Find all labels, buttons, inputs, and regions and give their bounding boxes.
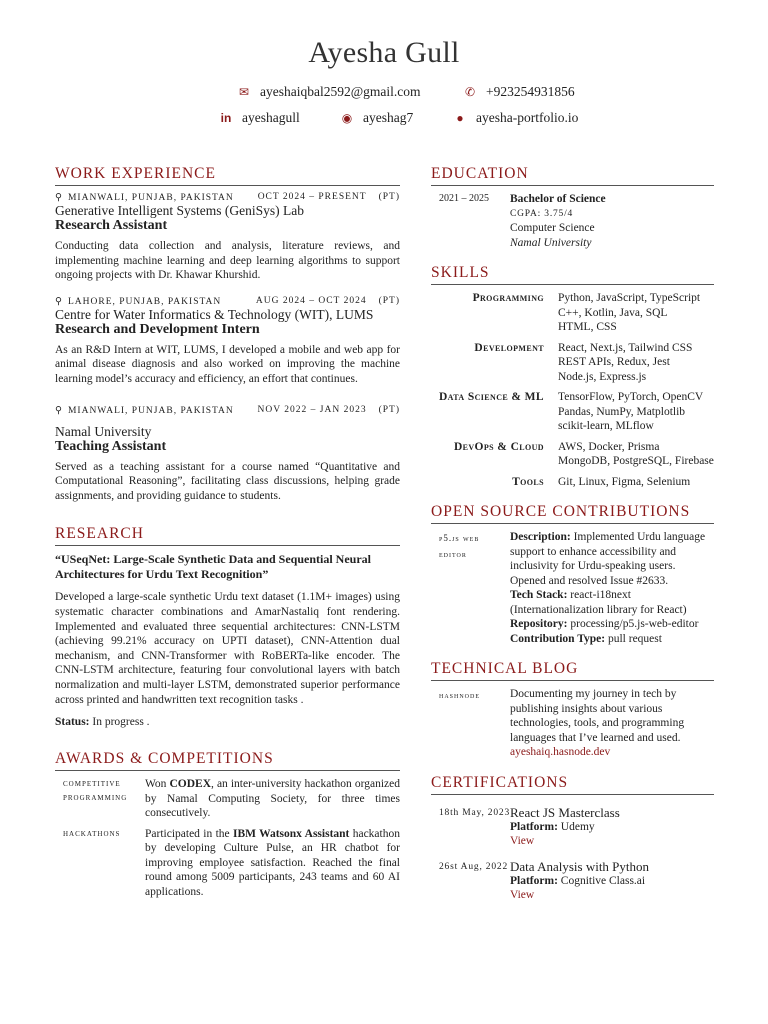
type-text: pull request xyxy=(605,632,662,645)
job-desc: Served as a teaching assistant for a course named “Quantitative and Computational Reasoning”, facilitating class discussions, helping grade assignments, and providing guidance to students. xyxy=(55,460,400,502)
candidate-name: Ayesha Gull xyxy=(308,36,460,69)
education-school: Namal University xyxy=(510,236,592,249)
job-location: MIANWALI, PUNJAB, PAKISTAN xyxy=(67,193,234,203)
education-entry xyxy=(431,192,714,250)
job-dates: OCT 2024 – PRESENT xyxy=(257,192,367,202)
skill-category: Development xyxy=(474,341,544,354)
location-pin-icon: ⚲ xyxy=(55,405,63,416)
job-location: MIANWALI, PUNJAB, PAKISTAN xyxy=(67,405,234,416)
cert-platform xyxy=(510,820,714,835)
job-dates: AUG 2024 – OCT 2024 xyxy=(255,295,367,306)
job-meta xyxy=(55,296,400,307)
skill-values xyxy=(558,390,714,434)
phone-text[interactable]: +923254931856 xyxy=(486,84,575,99)
education-dates: 2021 – 2025 xyxy=(439,193,489,204)
skill-line: AWS, Docker, Prisma xyxy=(558,440,660,453)
job-entry xyxy=(55,296,400,387)
linkedin-icon: in xyxy=(220,111,232,125)
globe-icon: ● xyxy=(456,110,464,125)
job-org: Centre for Water Informatics & Technology (WIT), LUMS xyxy=(55,306,374,322)
skill-category: Tools xyxy=(512,475,544,488)
email-text[interactable]: ayeshaiqbal2592@gmail.com xyxy=(260,84,421,99)
job-dates: NOV 2022 – JAN 2023 xyxy=(257,404,367,415)
section-title-opensource: OPEN SOURCE CONTRIBUTIONS xyxy=(431,503,714,524)
opensource-repo xyxy=(510,617,714,632)
section-title-work: WORK EXPERIENCE xyxy=(55,165,400,186)
blog-label: hashnode xyxy=(439,690,480,700)
cert-entry xyxy=(431,859,714,903)
skill-row xyxy=(431,475,714,490)
award-text: Participated in the xyxy=(145,827,233,840)
job-meta xyxy=(55,192,400,203)
phone-icon: ✆ xyxy=(464,84,476,99)
left-column xyxy=(55,165,400,905)
job-desc: Conducting data collection and analysis, literature reviews, and implementing machine learning and deep learning algorithms to support ongoing projects with Dr. Khawar Khurshid. xyxy=(55,240,400,282)
github-text[interactable]: ayeshag7 xyxy=(363,110,414,125)
skill-values xyxy=(558,341,714,385)
section-title-skills: SKILLS xyxy=(431,264,714,285)
platform-label: Platform: xyxy=(510,874,558,887)
skill-line: TensorFlow, PyTorch, OpenCV xyxy=(558,391,704,403)
status-value: In progress . xyxy=(92,716,150,729)
skill-row xyxy=(431,341,714,385)
section-title-blog: TECHNICAL BLOG xyxy=(431,660,714,681)
education-cgpa: CGPA: 3.75/4 xyxy=(510,208,574,219)
job-role: Research and Development Intern xyxy=(55,321,260,337)
opensource-label: p5.js web editor xyxy=(439,533,480,559)
job-type: (PT) xyxy=(378,295,400,306)
research-title: “USeqNet: Large-Scale Synthetic Data and Sequential Neural Architectures for Urdu Text Recognition” xyxy=(55,552,371,582)
blog-entry xyxy=(431,687,714,760)
job-location: LAHORE, PUNJAB, PAKISTAN xyxy=(67,296,222,307)
education-degree: Bachelor of Science xyxy=(510,193,606,205)
cert-view-link[interactable]: View xyxy=(510,835,535,847)
stack-label: Tech Stack: xyxy=(510,589,568,601)
skill-row xyxy=(431,291,714,335)
opensource-desc xyxy=(510,530,714,588)
award-row xyxy=(55,827,400,900)
job-type: (PT) xyxy=(378,192,400,202)
award-text: hackathon by developing Culture Pulse, an HR chatbot for improving employee satisfaction. Reached the final round among 5009 participants, 243 teams and 60 AI applications. xyxy=(145,827,400,898)
skill-line: Python, JavaScript, TypeScript xyxy=(558,292,701,304)
skill-line: C++, Kotlin, Java, SQL xyxy=(558,306,668,319)
skill-category: Programming xyxy=(472,292,544,304)
contact-github[interactable] xyxy=(339,110,413,126)
job-org: Generative Intelligent Systems (GeniSys) Lab xyxy=(55,203,304,218)
cert-date: 26st Aug, 2022 xyxy=(439,861,508,872)
section-title-awards: AWARDS & COMPETITIONS xyxy=(55,750,400,771)
envelope-icon: ✉ xyxy=(238,84,250,99)
cert-entry xyxy=(431,805,714,849)
location-pin-icon: ⚲ xyxy=(55,193,63,203)
skill-values xyxy=(558,291,714,335)
skill-line: Pandas, NumPy, Matplotlib xyxy=(558,405,686,418)
skill-row xyxy=(431,390,714,434)
contact-email[interactable] xyxy=(236,84,421,100)
award-row xyxy=(55,777,400,821)
job-meta xyxy=(55,405,400,416)
award-text: Won xyxy=(145,778,170,791)
opensource-entry xyxy=(431,530,714,646)
cert-title: Data Analysis with Python xyxy=(510,858,650,874)
platform-label: Platform: xyxy=(510,820,558,833)
skills-list xyxy=(431,291,714,489)
opensource-stack xyxy=(510,588,714,617)
right-column xyxy=(431,165,714,911)
contact-linkedin[interactable] xyxy=(218,110,300,126)
research-status xyxy=(55,716,400,728)
skill-category: DevOps & Cloud xyxy=(453,440,544,453)
repo-label: Repository: xyxy=(510,618,568,630)
job-entry xyxy=(55,192,400,283)
location-pin-icon: ⚲ xyxy=(55,296,63,307)
opensource-type xyxy=(510,632,714,647)
award-text: , an inter-university hackathon organized by Namal Computing Society, for three times consecutively. xyxy=(145,778,400,820)
section-title-research: RESEARCH xyxy=(55,525,400,546)
contact-website[interactable] xyxy=(452,110,578,126)
award-desc xyxy=(145,777,400,821)
skill-values xyxy=(558,475,714,490)
job-role: Teaching Assistant xyxy=(55,438,167,454)
skill-line: React, Next.js, Tailwind CSS xyxy=(558,341,693,354)
website-text[interactable]: ayesha-portfolio.io xyxy=(476,110,579,125)
skill-line: HTML, CSS xyxy=(558,321,617,333)
job-org: Namal University xyxy=(55,423,152,439)
cert-view-link[interactable]: View xyxy=(510,889,535,901)
award-label: competitive programming xyxy=(63,779,128,804)
cert-title: React JS Masterclass xyxy=(510,804,620,820)
repo-text: processing/p5.js-web-editor xyxy=(567,618,699,630)
skill-line: Node.js, Express.js xyxy=(558,370,647,383)
job-entry xyxy=(55,405,400,504)
job-desc: As an R&D Intern at WIT, LUMS, I developed a mobile and web app for animal disease diagnosis and also worked on improving the machine learning model’s accuracy and efficiency, an effort that continues. xyxy=(55,343,400,385)
section-title-education: EDUCATION xyxy=(431,165,714,186)
award-highlight: CODEX xyxy=(169,778,212,791)
github-icon: ◉ xyxy=(341,110,353,125)
skill-line: scikit-learn, MLflow xyxy=(558,420,654,432)
contact-phone[interactable] xyxy=(462,84,575,100)
cert-platform xyxy=(510,874,714,889)
education-field: Computer Science xyxy=(510,222,595,234)
job-type: (PT) xyxy=(378,404,400,415)
award-label: hackathons xyxy=(63,828,121,839)
linkedin-text[interactable]: ayeshagull xyxy=(242,110,300,125)
stack-text: react-i18next (Internationalization library for React) xyxy=(510,589,687,616)
desc-label: Description: xyxy=(510,531,571,543)
skill-line: REST APIs, Redux, Jest xyxy=(558,356,670,368)
skill-line: MongoDB, PostgreSQL, Firebase xyxy=(558,455,714,467)
status-label: Status: xyxy=(55,716,90,729)
type-label: Contribution Type: xyxy=(510,632,606,645)
platform-text: Cognitive Class.ai xyxy=(557,874,646,887)
skill-values xyxy=(558,440,714,469)
job-role: Research Assistant xyxy=(55,218,168,233)
skill-line: Git, Linux, Figma, Selenium xyxy=(558,475,691,488)
blog-desc: Documenting my journey in tech by publishing insights about various technologies, tools, and programming languages that I’ve learned and used. xyxy=(510,688,685,744)
section-title-certs: CERTIFICATIONS xyxy=(431,774,714,795)
platform-text: Udemy xyxy=(557,820,595,833)
skill-row xyxy=(431,440,714,469)
research-desc: Developed a large-scale synthetic Urdu text dataset (1.1M+ images) using systematic character combinations and AmarNastaliq font rendering. Implemented and evaluated three sequential architectures: CNN-LSTM (achieving 99.21% accuracy on UPTI dataset), CNN-Attention dual mechanism, and CNN-Transformer with RoBERTa-like encoder. The CNN-LSTM architecture, featuring four convolutional layers with batch normalization and multi-layer LSTM, demonstrated superior performance across printed and handwritten text recognition tasks . xyxy=(55,591,400,706)
desc-text: Implemented Urdu language support to enhance accessibility and inclusivity for Urdu-speaking users. Opened and resolved Issue #2633. xyxy=(510,531,706,587)
skill-category: Data Science & ML xyxy=(438,391,544,403)
award-highlight: IBM Watsonx Assistant xyxy=(232,827,350,840)
blog-link[interactable]: ayeshaiq.hasnode.dev xyxy=(510,746,611,758)
cert-date: 18th May, 2023 xyxy=(439,807,511,818)
award-desc xyxy=(145,827,400,900)
